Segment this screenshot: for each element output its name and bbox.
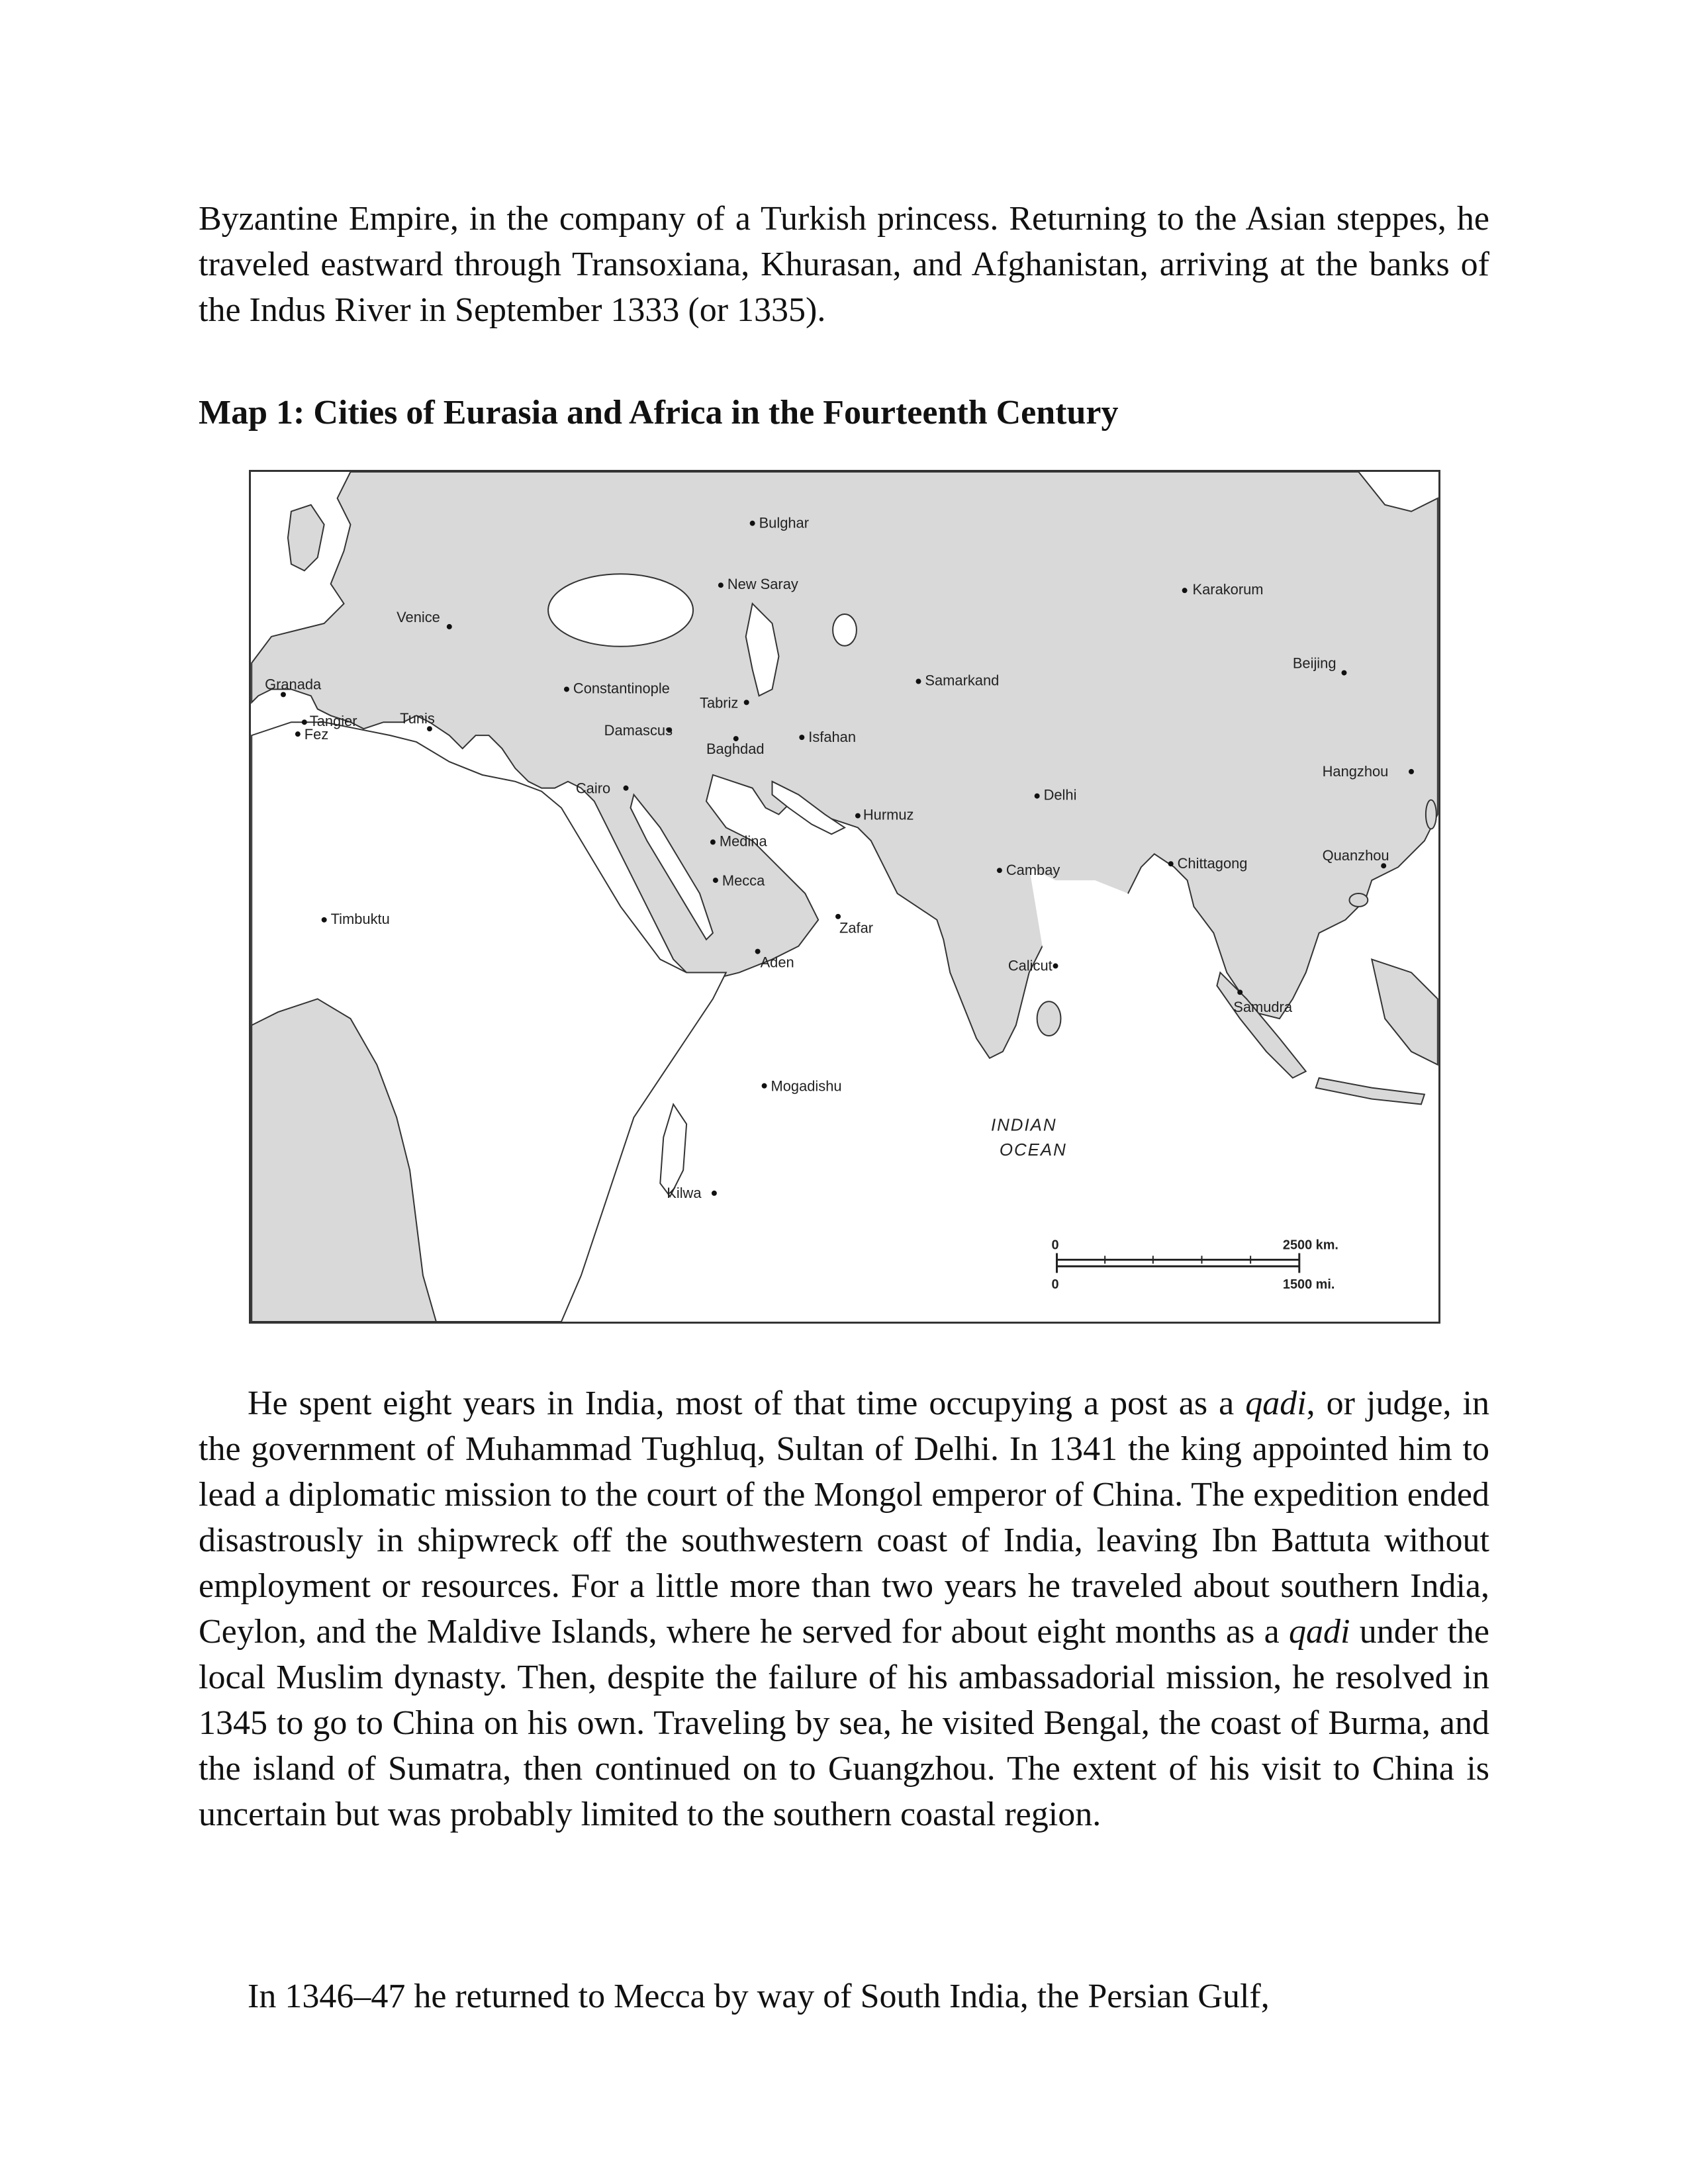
city-label-fez: Fez xyxy=(304,726,329,743)
city-label-mecca: Mecca xyxy=(722,872,765,889)
paragraph-2-part1: He spent eight years in India, most of that time occupying a post as a xyxy=(248,1385,1246,1422)
ocean-label-line2: OCEAN xyxy=(999,1141,1067,1160)
city-label-hurmuz: Hurmuz xyxy=(863,806,914,823)
city-dot-zafar xyxy=(835,914,841,919)
city-dot-samudra xyxy=(1237,989,1243,995)
map-figure xyxy=(249,470,1440,1324)
scale-zero-km: 0 xyxy=(1051,1238,1059,1253)
city-dot-granada xyxy=(281,692,286,697)
city-label-isfahan: Isfahan xyxy=(808,729,857,746)
city-label-tangier: Tangier xyxy=(309,713,357,730)
paragraph-2-part3: under the local Muslim dynasty. Then, despite the failure of his ambassadorial mission, he resolved in 1345 to go to China on his own. Traveling by sea, he visited Bengal, the coast of Burma, and the island of Sumatra, then continued on to Guangzhou. The extent of his visit to China is uncertain but was probably limited to the southern coastal region. xyxy=(199,1613,1489,1833)
city-label-delhi: Delhi xyxy=(1043,786,1077,803)
city-label-aden: Aden xyxy=(760,954,794,971)
hainan-island xyxy=(1349,893,1368,907)
city-dot-bulghar xyxy=(750,521,755,526)
taiwan-island xyxy=(1426,800,1436,829)
city-label-venice: Venice xyxy=(397,608,440,625)
black-sea xyxy=(548,574,693,646)
ocean-label-line1: INDIAN xyxy=(990,1116,1057,1135)
paragraph-2 xyxy=(199,1381,1489,1837)
scale-km-label: 2500 km. xyxy=(1282,1238,1338,1253)
city-dot-timbuktu xyxy=(322,917,327,923)
city-dot-cairo xyxy=(624,786,629,791)
city-dot-tabriz xyxy=(744,700,749,705)
city-dot-hurmuz xyxy=(855,813,861,819)
city-dot-quanzhou xyxy=(1381,863,1386,868)
city-label-chittagong: Chittagong xyxy=(1177,855,1248,872)
city-label-baghdad: Baghdad xyxy=(706,741,765,758)
city-dot-delhi xyxy=(1035,794,1040,799)
city-dot-kilwa xyxy=(712,1191,717,1196)
city-label-calicut: Calicut xyxy=(1008,957,1053,974)
city-label-quanzhou: Quanzhou xyxy=(1322,847,1389,864)
city-label-zafar: Zafar xyxy=(839,919,874,936)
scale-mi-label: 1500 mi. xyxy=(1282,1277,1335,1293)
city-dot-tangier xyxy=(302,719,307,725)
city-label-tunis: Tunis xyxy=(400,710,435,727)
city-label-new-saray: New Saray xyxy=(727,576,798,593)
city-label-beijing: Beijing xyxy=(1292,655,1336,672)
city-dot-beijing xyxy=(1341,670,1346,676)
city-label-constantinople: Constantinople xyxy=(573,680,670,697)
city-dot-new-saray xyxy=(718,582,724,588)
city-label-karakorum: Karakorum xyxy=(1192,581,1264,598)
paragraph-3: In 1346–47 he returned to Mecca by way of South India, the Persian Gulf, xyxy=(248,1978,1270,2015)
city-label-bulghar: Bulghar xyxy=(759,514,810,531)
city-dot-fez xyxy=(295,731,301,737)
city-dot-aden xyxy=(755,949,761,954)
city-label-kilwa: Kilwa xyxy=(667,1184,702,1201)
city-label-hangzhou: Hangzhou xyxy=(1322,762,1389,780)
city-label-samarkand: Samarkand xyxy=(925,672,1000,689)
sri-lanka-island xyxy=(1037,1001,1061,1036)
city-dot-cambay xyxy=(997,868,1002,873)
city-dot-venice xyxy=(447,624,452,629)
city-label-granada: Granada xyxy=(265,676,322,693)
city-dot-calicut xyxy=(1053,964,1058,969)
city-dot-constantinople xyxy=(564,686,569,692)
city-label-timbuktu: Timbuktu xyxy=(330,910,390,927)
city-label-mogadishu: Mogadishu xyxy=(771,1077,842,1095)
paragraph-2-part2: , or judge, in the government of Muhammad Tughluq, Sultan of Delhi. In 1341 the king appointed him to lead a diplomatic mission to the court of the Mongol emperor of China. The expedition ended disastrously in shipwreck off the southwestern coast of India, leaving Ibn Battuta without employment or resources. For a little more than two years he traveled about southern India, Ceylon, and the Maldive Islands, where he served for about eight months as a xyxy=(199,1385,1489,1651)
term-qadi-2: qadi xyxy=(1289,1613,1350,1651)
city-dot-mogadishu xyxy=(762,1083,767,1089)
city-label-damascus: Damascus xyxy=(604,722,673,739)
map-svg xyxy=(251,472,1438,1322)
city-label-cambay: Cambay xyxy=(1006,862,1060,879)
city-label-medina: Medina xyxy=(719,833,767,850)
city-dot-medina xyxy=(710,839,716,844)
aral-sea xyxy=(833,614,857,646)
city-dot-karakorum xyxy=(1182,588,1188,593)
term-qadi-1: qadi xyxy=(1245,1385,1307,1422)
paragraph-1: Byzantine Empire, in the company of a Turkish princess. Returning to the Asian steppes, he traveled eastward through Transoxiana, Khurasan, and Afghanistan, arriving at the banks of the Indus River in September 1333 (or 1335). xyxy=(199,200,1489,329)
map-title: Map 1: Cities of Eurasia and Africa in the Fourteenth Century xyxy=(199,394,1119,432)
city-dot-tunis xyxy=(427,726,432,731)
city-label-cairo: Cairo xyxy=(575,780,611,797)
city-label-samudra: Samudra xyxy=(1233,999,1293,1016)
city-label-tabriz: Tabriz xyxy=(700,694,739,711)
city-dot-chittagong xyxy=(1168,861,1174,866)
city-dot-isfahan xyxy=(799,735,804,740)
scale-zero-mi: 0 xyxy=(1051,1277,1059,1293)
city-dot-mecca xyxy=(713,878,718,883)
city-dot-samarkand xyxy=(915,679,921,684)
city-dot-hangzhou xyxy=(1409,769,1414,774)
